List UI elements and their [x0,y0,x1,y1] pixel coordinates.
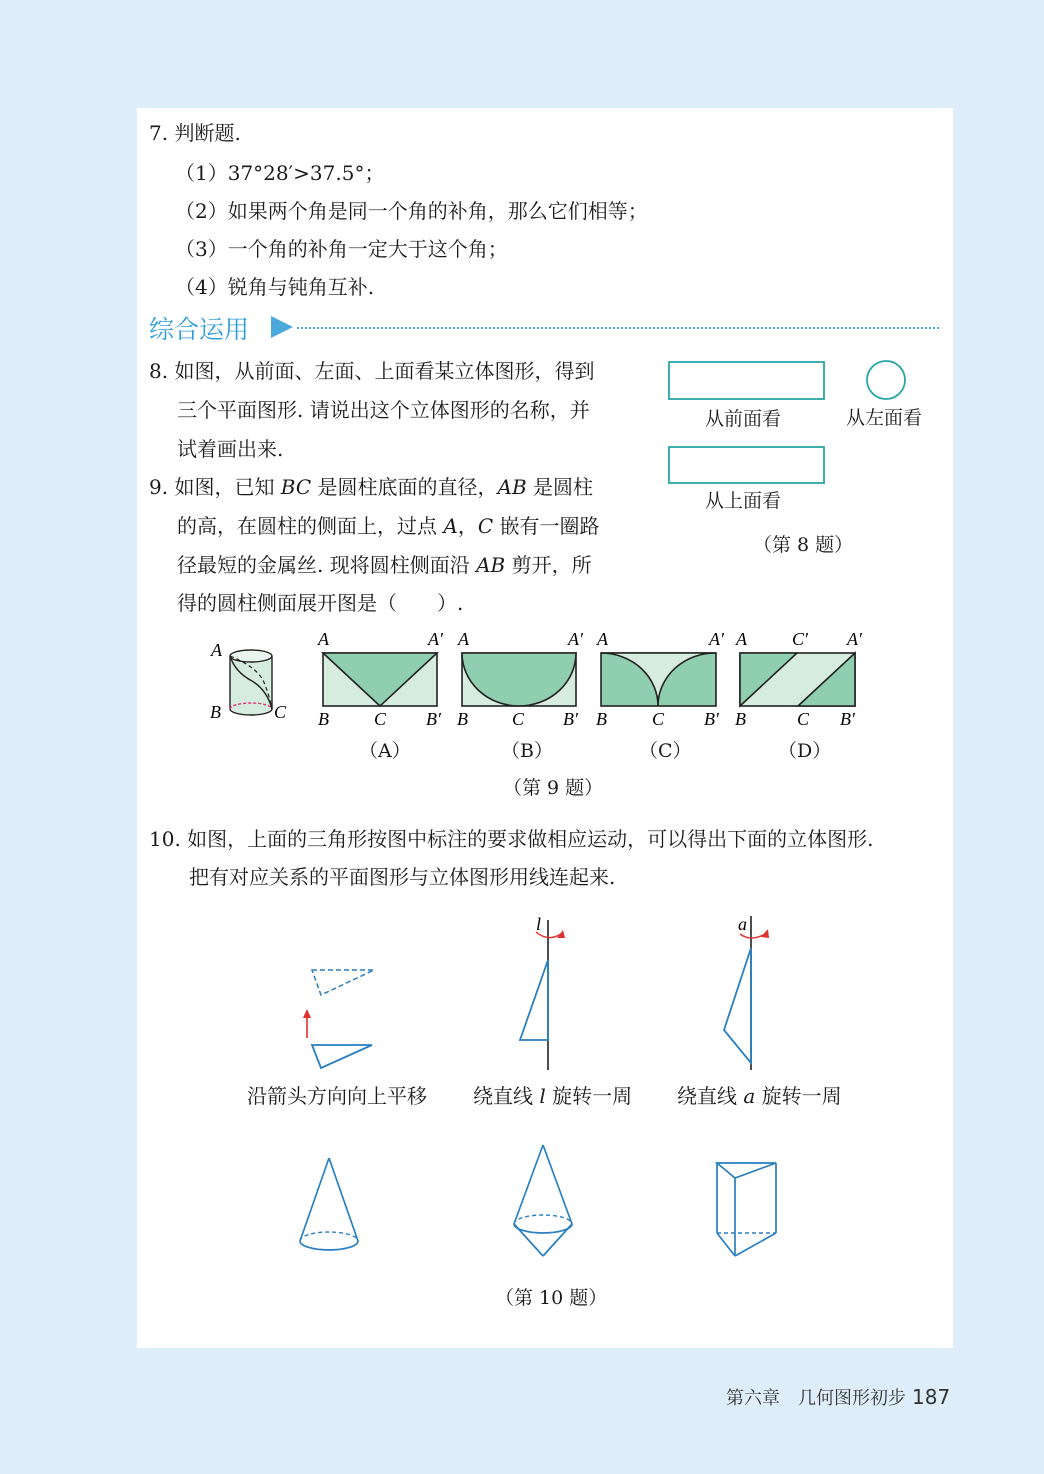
option-d-label: （D） [778,740,832,762]
cyl-label-C: C [274,702,287,722]
prism-solid [717,1163,776,1256]
option-b-label: （B） [501,740,553,762]
front-view-label: 从前面看 [705,408,782,430]
q9-line-1: 9. 如图，已知 BC 是圆柱底面的直径，AB 是圆柱 [149,475,594,499]
q9-caption: （第 9 题） [503,777,604,799]
q9-line-2: 的高，在圆柱的侧面上，过点 A，C 嵌有一圈路 [177,514,600,538]
svg-text:B′: B′ [426,709,441,729]
translate-label: 沿箭头方向向上平移 [247,1084,427,1108]
option-c-label: （C） [639,740,692,762]
top-view-label: 从上面看 [705,490,782,512]
q7-title: 7. 判断题. [149,121,241,145]
cone-solid [300,1158,358,1250]
q8-line-1: 8. 如图，从前面、左面、上面看某立体图形，得到 [149,359,595,383]
axis-l-label: l [536,914,542,934]
q7-item-4: （4）锐角与钝角互补. [175,275,375,299]
svg-text:B′: B′ [563,709,578,729]
q10-figure [137,108,953,1348]
svg-text:C: C [652,709,665,729]
q8-caption: （第 8 题） [753,534,854,556]
svg-text:B: B [318,709,329,729]
translate-triangle [303,970,374,1068]
svg-text:B: B [735,709,746,729]
rotate-a-figure [724,916,769,1070]
q10-caption: （第 10 题） [495,1287,608,1309]
rotate-arrow-icon [557,930,565,938]
svg-text:A′: A′ [709,629,724,649]
svg-text:B: B [596,709,607,729]
q10-line-2: 把有对应关系的平面图形与立体图形用线连起来. [189,865,616,889]
q8-line-2: 三个平面图形. 请说出这个立体图形的名称，并 [177,398,590,422]
svg-text:A′: A′ [847,629,862,649]
svg-text:C: C [374,709,387,729]
section-title: 综合运用 [149,315,250,344]
q9-line-3: 径最短的金属丝. 现将圆柱侧面沿 AB 剪开，所 [177,553,592,577]
svg-text:A: A [736,629,747,649]
cyl-label-A: A [211,640,222,660]
svg-text:A′: A′ [428,629,443,649]
svg-text:A′: A′ [568,629,583,649]
left-view-label: 从左面看 [846,407,923,429]
svg-text:C: C [797,709,810,729]
svg-text:C′: C′ [792,629,808,649]
q8-line-3: 试着画出来. [177,437,284,461]
svg-text:B′: B′ [840,709,855,729]
axis-a-label: a [738,914,747,934]
svg-text:B′: B′ [704,709,719,729]
svg-text:A: A [458,629,469,649]
option-a-label: （A） [359,740,411,762]
q7-item-2: （2）如果两个角是同一个角的补角，那么它们相等； [175,199,648,223]
cyl-label-B: B [210,702,221,722]
rotate-a-label: 绕直线 a 旋转一周 [677,1084,842,1108]
rotate-l-label: 绕直线 l 旋转一周 [473,1084,633,1108]
q7-item-1: （1）37°28′>37.5°； [175,161,385,185]
svg-text:C: C [512,709,525,729]
chapter-title: 第六章 几何图形初步 [726,1388,906,1409]
double-cone-solid [514,1145,572,1256]
svg-text:B: B [457,709,468,729]
svg-text:A: A [318,629,329,649]
up-arrow-icon [303,1009,311,1018]
svg-text:A: A [597,629,608,649]
rotate-arrow-icon [761,929,769,938]
page-footer [726,1384,950,1410]
q9-line-4: 得的圆柱侧面展开图是（ ）. [177,591,464,615]
textbook-page [137,108,953,1348]
q7-item-3: （3）一个角的补角一定大于这个角； [175,237,508,261]
q10-line-1: 10. 如图，上面的三角形按图中标注的要求做相应运动，可以得出下面的立体图形. [149,827,874,851]
page-number: 187 [912,1385,951,1409]
rotate-l-figure [520,920,565,1070]
